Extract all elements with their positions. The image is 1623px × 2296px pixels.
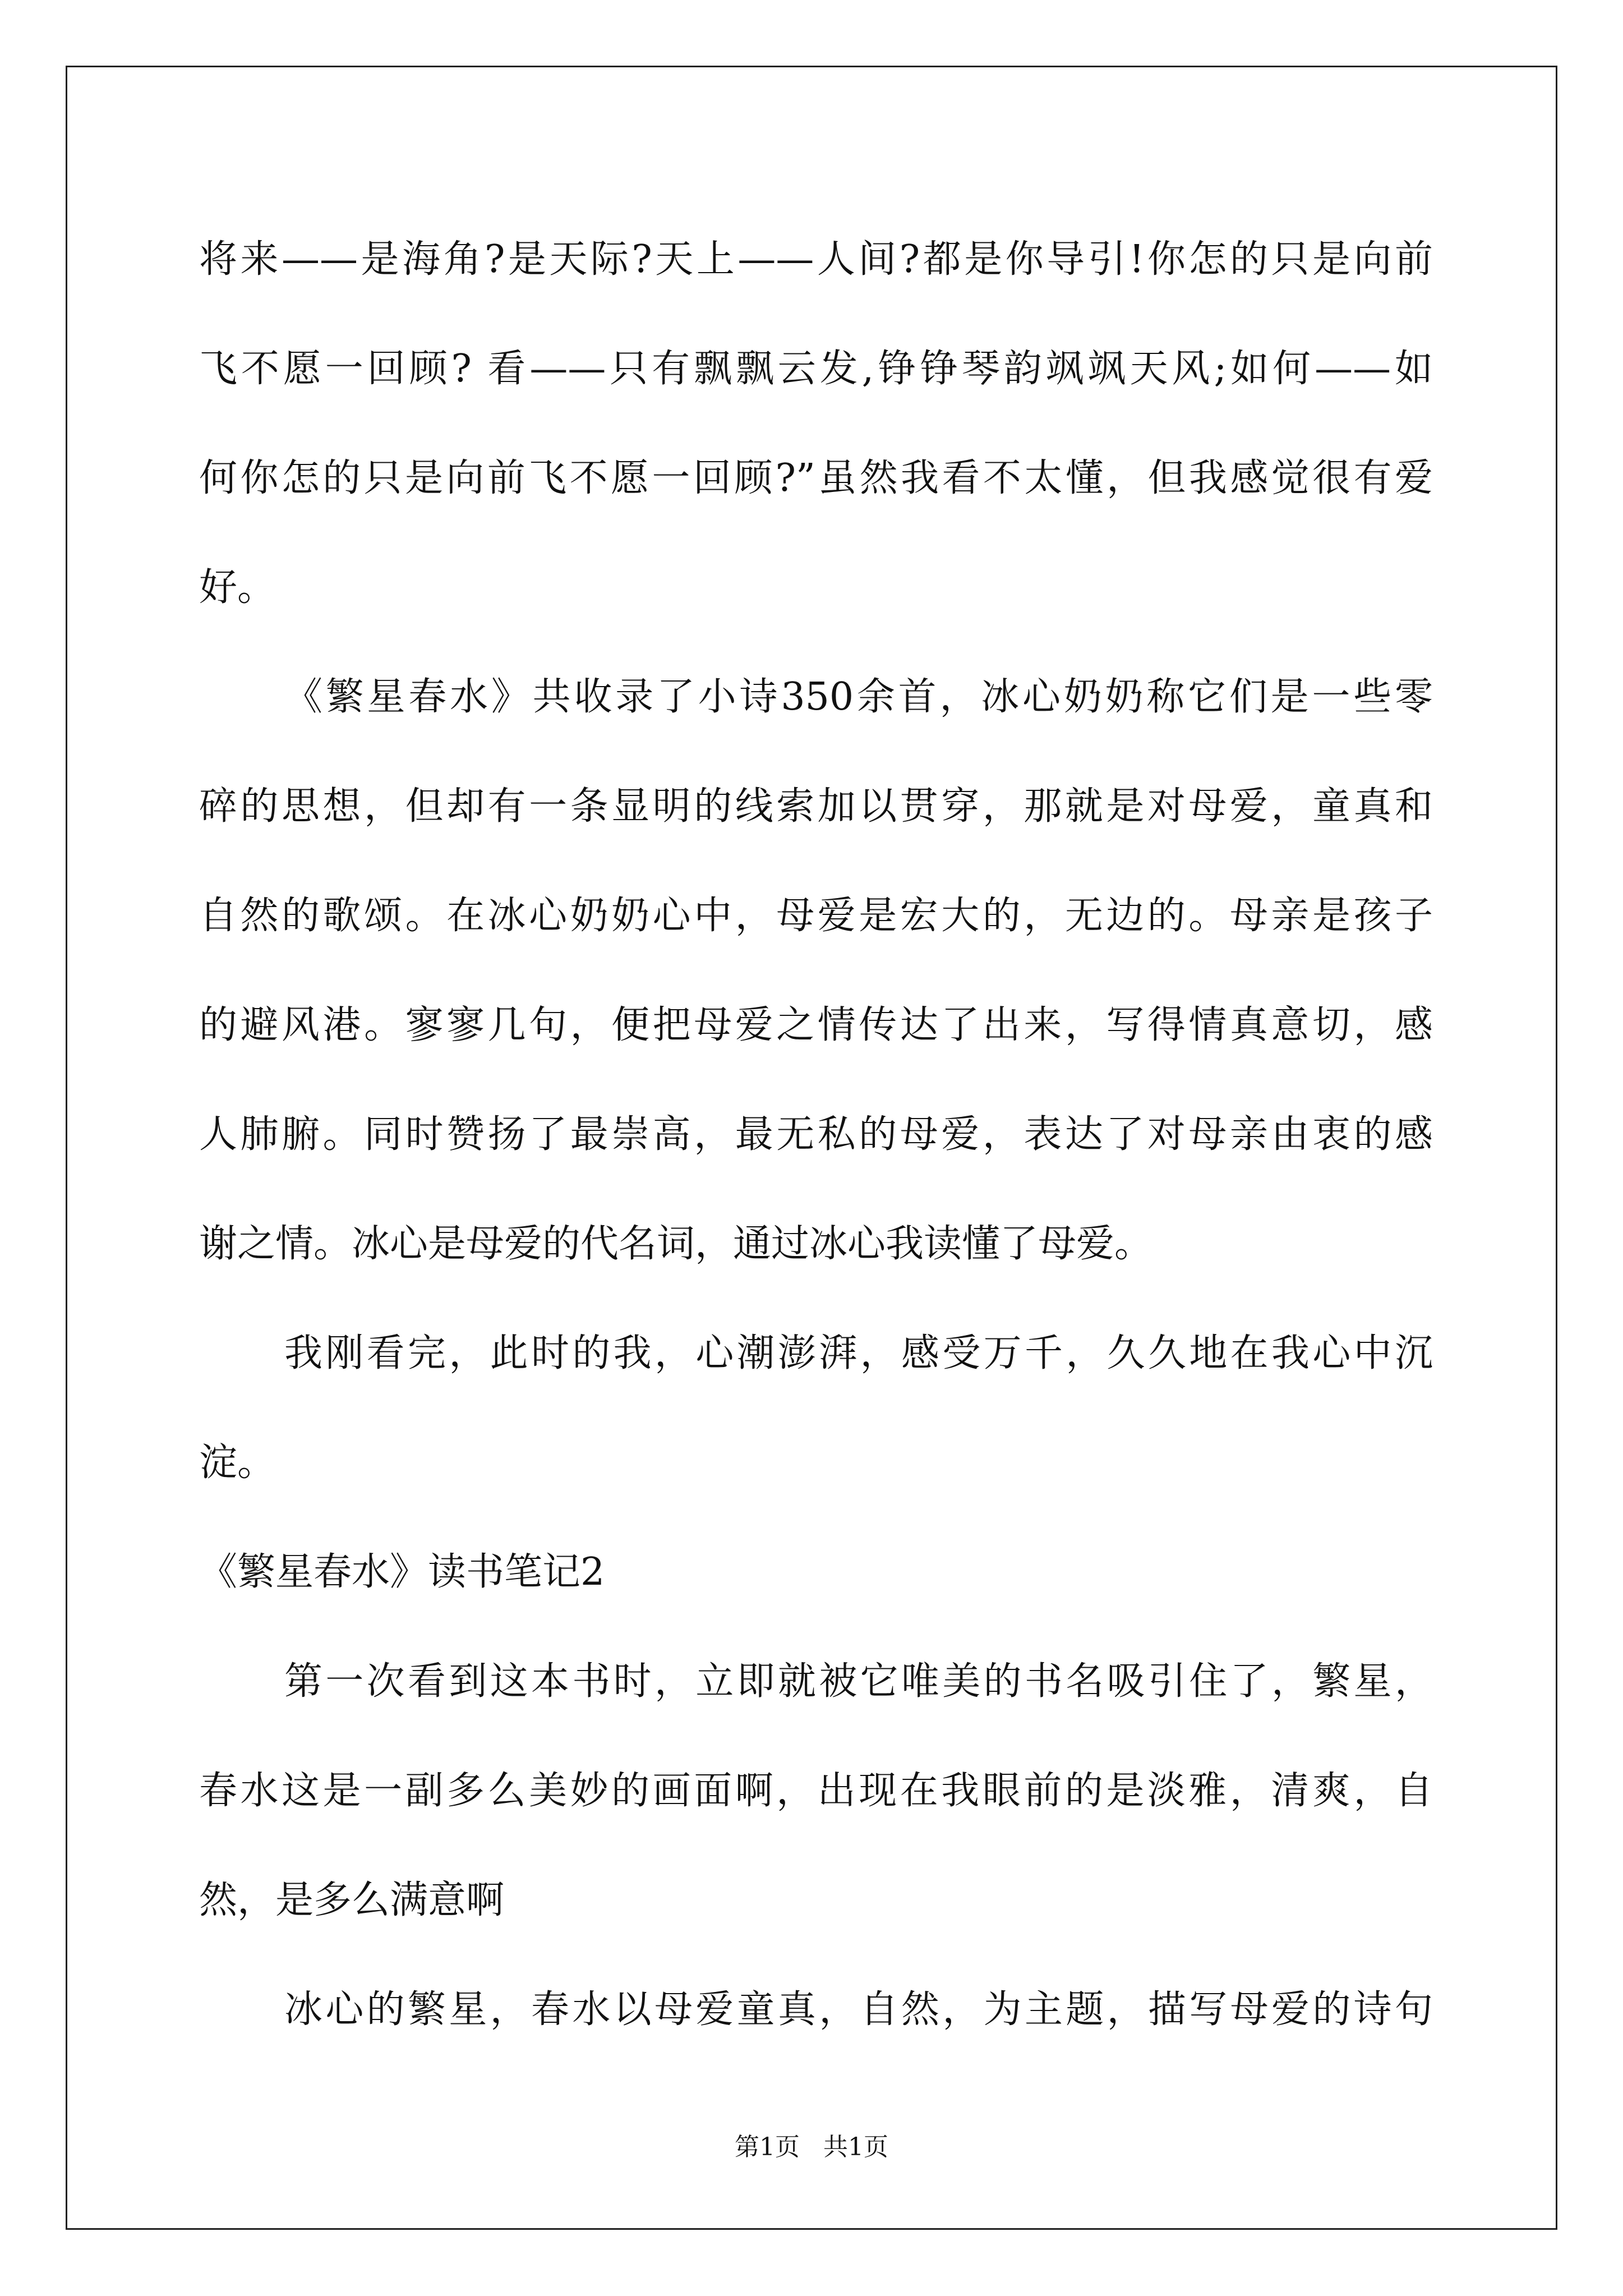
paragraph-1 — [199, 205, 1433, 642]
text-line: 我刚看完，此时的我，心潮澎湃，感受万千，久久地在我心中沉 — [284, 1331, 1433, 1375]
page-number: 第1页 — [735, 2133, 800, 2161]
text-line: 好。 — [199, 565, 276, 610]
page-footer — [0, 2131, 1623, 2164]
text-line: 冰心的繁星，春水以母爱童真，自然，为主题，描写母爱的诗句 — [284, 1987, 1433, 2032]
paragraph-5 — [199, 1955, 1433, 2064]
footer-spacer — [800, 2133, 823, 2161]
paragraph-3 — [199, 1299, 1433, 1517]
text-line: 第一次看到这本书时，立即就被它唯美的书名吸引住了，繁星， — [284, 1659, 1433, 1704]
text-line: 人肺腑。同时赞扬了最崇高，最无私的母爱，表达了对母亲由衷的感 — [199, 1112, 1433, 1157]
page-total: 共1页 — [823, 2133, 888, 2161]
text-line: 的避风港。寥寥几句，便把母爱之情传达了出来，写得情真意切，感 — [199, 1003, 1433, 1047]
text-line: 淀。 — [199, 1441, 276, 1485]
text-line: 然，是多么满意啊 — [199, 1878, 505, 1922]
text-line: 碎的思想，但却有一条显明的线索加以贯穿，那就是对母爱，童真和 — [199, 784, 1433, 829]
paragraph-4 — [199, 1627, 1433, 1955]
text-line: 将来——是海角?是天际?天上——人间?都是你导引!你怎的只是向前 — [199, 237, 1433, 282]
text-line: 《繁星春水》共收录了小诗350余首，冰心奶奶称它们是一些零 — [284, 675, 1433, 719]
document-body — [199, 205, 1433, 2064]
text-line: 飞不愿一回顾? 看——只有飘飘云发,铮铮琴韵飒飒天风;如何——如 — [199, 347, 1433, 391]
text-line: 自然的歌颂。在冰心奶奶心中，母爱是宏大的，无边的。母亲是孩子 — [199, 894, 1433, 938]
paragraph-2 — [199, 642, 1433, 1299]
section-heading: 《繁星春水》读书笔记2 — [199, 1550, 605, 1594]
text-line: 谢之情。冰心是母爱的代名词，通过冰心我读懂了母爱。 — [199, 1222, 1153, 1266]
text-line: 何你怎的只是向前飞不愿一回顾?”虽然我看不太懂，但我感觉很有爱 — [199, 456, 1433, 500]
text-line: 春水这是一副多么美妙的画面啊，出现在我眼前的是淡雅，清爽，自 — [199, 1769, 1433, 1813]
